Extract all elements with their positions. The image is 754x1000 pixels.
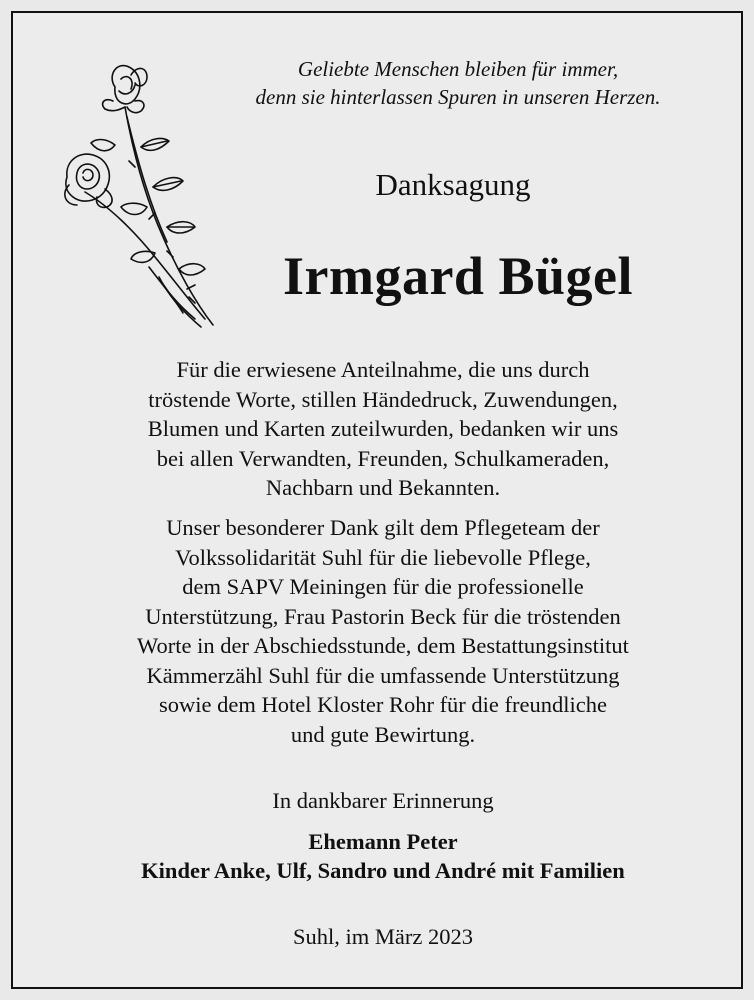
signer-spouse: Ehemann Peter [308,829,458,854]
motto [193,55,723,111]
paragraph-line: dem SAPV Meiningen für die professionelle [182,574,584,599]
paragraph-line: und gute Bewirtung. [290,721,476,747]
paragraph-line: tröstende Worte, stillen Händedruck, Zuwendungen, [148,386,618,412]
closing-line: In dankbarer Erinnerung [272,788,494,813]
paragraph-line: Kämmerzähl Suhl für die umfassende Unterstützung [146,662,620,688]
obituary-notice [11,11,743,989]
paragraph-line: Blumen und Karten zuteilwurden, bedanken wir uns [147,416,619,441]
signer-children: Kinder Anke, Ulf, Sandro und André mit Familien [141,858,625,883]
paragraph-line: bei allen Verwandten, Freunden, Schulkameraden, [156,445,610,471]
paragraph-line: Nachbarn und Bekannten. [265,475,501,500]
heading: Danksagung [375,167,531,202]
paragraph-line: Worte in der Abschiedsstunde, dem Bestattungsinstitut [137,633,629,658]
paragraph-line: Unser besonderer Dank gilt dem Pflegeteam der [166,515,600,540]
paragraph-line: Unterstützung, Frau Pastorin Beck für die tröstenden [145,603,621,629]
motto-line: Geliebte Menschen bleiben für immer, [297,57,619,81]
place-date: Suhl, im März 2023 [293,924,473,949]
special-thanks-paragraph [43,513,723,749]
thanks-paragraph [43,355,723,503]
paragraph-line: Volkssolidarität Suhl für die liebevolle Pflege, [175,544,591,570]
paragraph-line: sowie dem Hotel Kloster Rohr für die freundliche [158,692,607,717]
motto-line: denn sie hinterlassen Spuren in unseren Herzen. [255,85,661,109]
paragraph-line: Für die erwiesene Anteilnahme, die uns durch [176,357,590,382]
deceased-name: Irmgard Bügel [283,246,633,306]
